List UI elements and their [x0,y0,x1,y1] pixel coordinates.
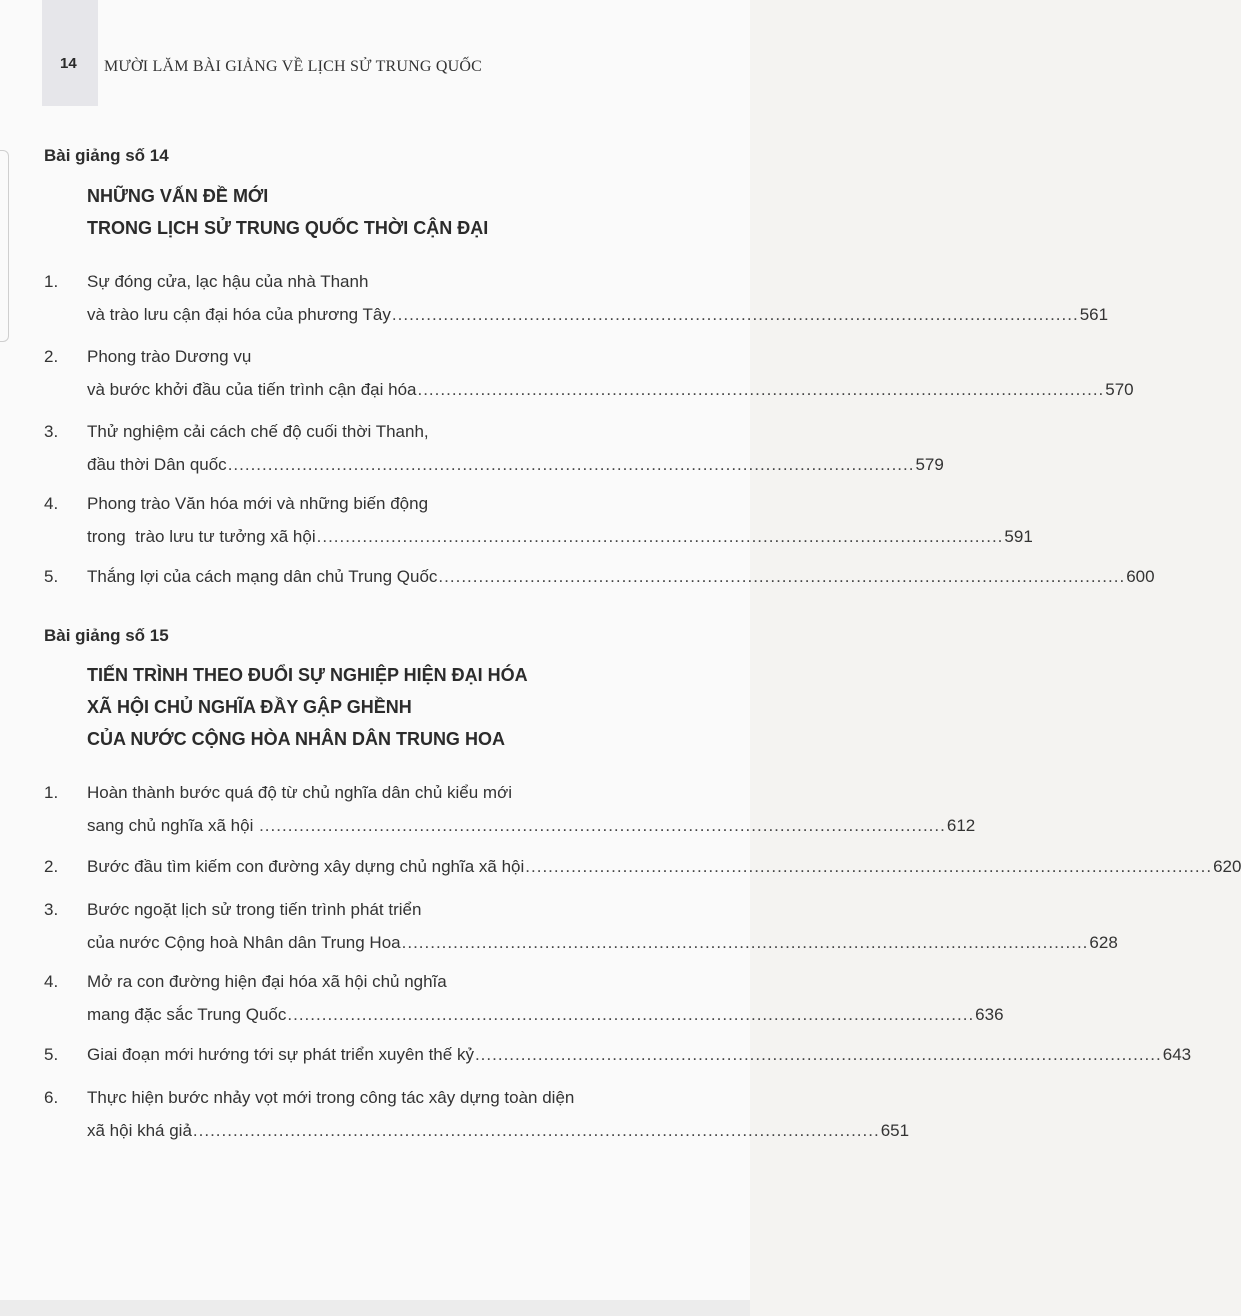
lecture-title-line: NHỮNG VẤN ĐỀ MỚI [87,186,269,206]
entry-text-line: và trào lưu cận đại hóa của phương Tây [87,305,391,324]
dot-leader: ........................................................................................................................ [316,527,1004,546]
entry-text-line: Thử nghiệm cải cách chế độ cuối thời Thanh, [87,422,429,441]
dot-leader: ........................................................................................................................ [474,1045,1162,1064]
entry-page: 636 [975,1005,1004,1024]
entry-page: 651 [880,1121,910,1140]
lecture-15-label: Bài giảng số 15 [44,626,169,645]
entry-text-line: Bước ngoặt lịch sử trong tiến trình phát triển [87,900,422,919]
bottom-strip [0,1300,750,1316]
lecture-15-title [87,659,528,755]
entry-text-line: Phong trào Dương vụ [87,347,252,366]
entry-number: 4. [44,972,59,991]
entry-number: 3. [44,900,59,919]
entry-text-line: đầu thời Dân quốc [87,455,227,474]
lecture-title-line: XÃ HỘI CHỦ NGHĨA ĐẦY GẬP GHỀNH [87,697,412,717]
entry-number: 5. [44,567,59,586]
entry-text-line: Sự đóng cửa, lạc hậu của nhà Thanh [87,272,369,291]
entry-page: 600 [1126,567,1155,586]
page-edge-mark [0,150,9,342]
entry-number: 2. [44,347,59,366]
entry-text-line: mang đặc sắc Trung Quốc [87,1005,287,1024]
entry-page: 579 [915,455,944,474]
dot-leader: ........................................................................................................................ [525,857,1213,876]
entry-text-line: Thắng lợi của cách mạng dân chủ Trung Quốc [87,567,438,586]
entry-text-line: Giai đoạn mới hướng tới sự phát triển xuyên thế kỷ [87,1045,474,1064]
dot-leader: ........................................................................................................................ [417,380,1105,399]
entry-page: 591 [1004,527,1033,546]
entry-text-line: Bước đầu tìm kiếm con đường xây dựng chủ nghĩa xã hội [87,857,525,876]
entry-number: 3. [44,422,59,441]
entry-page: 628 [1089,933,1118,952]
entry-page: 561 [1079,305,1109,324]
running-title: MƯỜI LĂM BÀI GIẢNG VỀ LỊCH SỬ TRUNG QUỐC [104,58,483,75]
entry-number: 1. [44,783,59,802]
entry-text-line: xã hội khá giả [87,1121,192,1140]
entry-number: 5. [44,1045,59,1064]
entry-text-line: Mở ra con đường hiện đại hóa xã hội chủ nghĩa [87,972,447,991]
entry-text-line: và bước khởi đầu của tiến trình cận đại hóa [87,380,417,399]
entry-page: 612 [946,816,976,835]
page-number-tab [42,0,98,106]
entry-number: 1. [44,272,59,291]
dot-leader: ........................................................................................................................ [401,933,1089,952]
entry-page: 570 [1105,380,1134,399]
dot-leader: ........................................................................................................................ [391,305,1079,324]
entry-number: 2. [44,857,59,876]
dot-leader: ........................................................................................................................ [259,816,946,835]
lecture-title-line: TRONG LỊCH SỬ TRUNG QUỐC THỜI CẬN ĐẠI [87,218,489,238]
lecture-title-line: TIẾN TRÌNH THEO ĐUỔI SỰ NGHIỆP HIỆN ĐẠI HÓA [87,665,528,685]
dot-leader: ........................................................................................................................ [227,455,915,474]
lecture-14-label: Bài giảng số 14 [44,146,169,165]
page-number: 14 [60,55,77,72]
entry-text-line: Hoàn thành bước quá độ từ chủ nghĩa dân chủ kiểu mới [87,783,512,802]
entry-text-line: Phong trào Văn hóa mới và những biến động [87,494,429,513]
entry-text-line: của nước Cộng hoà Nhân dân Trung Hoa [87,933,401,952]
entry-number: 4. [44,494,59,513]
entry-page: 620 [1213,857,1241,876]
lecture-title-line: CỦA NƯỚC CỘNG HÒA NHÂN DÂN TRUNG HOA [87,729,505,749]
entry-page: 643 [1162,1045,1192,1064]
dot-leader: ........................................................................................................................ [192,1121,880,1140]
entry-text-line: sang chủ nghĩa xã hội [87,816,259,835]
entry-text-line: trong trào lưu tư tưởng xã hội [87,527,316,546]
dot-leader: ........................................................................................................................ [287,1005,975,1024]
entry-number: 6. [44,1088,59,1107]
lecture-14-title [87,180,488,244]
dot-leader: ........................................................................................................................ [438,567,1126,586]
entry-text-line: Thực hiện bước nhảy vọt mới trong công tác xây dựng toàn diện [87,1088,575,1107]
